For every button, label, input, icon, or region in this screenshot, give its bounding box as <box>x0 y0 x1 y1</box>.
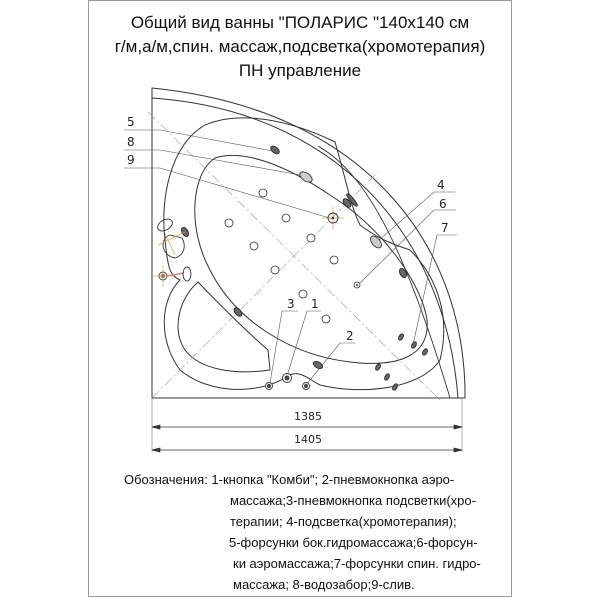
lighting-lamp <box>368 234 383 250</box>
legend-line-2: массажа;3-пневмокнопка подсветки(хро- <box>230 493 476 508</box>
legend-line-5: ки аэромассажа;7-форсунки спин. гидро- <box>233 556 481 571</box>
drain-9 <box>322 207 344 229</box>
title-line-3: ПН управление <box>238 61 362 80</box>
title-line-2: г/м,а/м,спин. массаж,подсветка(хромотерапия) <box>114 37 486 56</box>
side-hydro-jet <box>312 360 324 370</box>
legend-line-4: 5-форсунки бок.гидромассажа;6-форсун- <box>229 535 478 550</box>
back-hydro-jet <box>422 348 429 356</box>
lighting-lamp <box>298 170 314 185</box>
callout-9: 9 <box>127 153 135 167</box>
legend-line-1: Обозначения: 1-кнопка "Комби"; 2-пневмокнопка аэро- <box>124 472 455 487</box>
callout-8: 8 <box>127 135 135 149</box>
aero-jet <box>259 189 267 197</box>
callout-3: 3 <box>287 297 295 311</box>
callout-7: 7 <box>441 221 449 235</box>
title-line-1: Общий вид ванны "ПОЛАРИС "140х140 см <box>130 13 470 32</box>
aero-jet <box>307 234 315 242</box>
aero-jet <box>330 256 338 264</box>
aero-jet <box>271 266 279 274</box>
aero-jet <box>282 214 290 222</box>
back-hydro-jet <box>392 383 399 391</box>
side-hydro-jet <box>398 267 408 279</box>
back-hydro-jet <box>411 341 418 349</box>
tub-rim-line <box>152 98 458 398</box>
bowl-inner <box>195 155 427 363</box>
back-hydro-jet <box>384 373 391 381</box>
aero-jet <box>299 290 307 298</box>
bowl-outer <box>164 118 444 390</box>
legend-line-3: терапии; 4-подсветка(хромотерапия); <box>230 514 457 529</box>
aero-jet <box>225 219 233 227</box>
back-hydro-jet <box>375 363 382 371</box>
aero-jet <box>322 315 330 323</box>
callout-2: 2 <box>346 329 354 343</box>
dim-1405: 1405 <box>294 433 322 446</box>
callout-4: 4 <box>437 178 445 192</box>
callout-1: 1 <box>311 297 319 311</box>
legend-line-6: массажа; 8-водозабор;9-слив. <box>233 577 415 592</box>
callout-6: 6 <box>439 197 447 211</box>
callout-5: 5 <box>127 115 135 129</box>
back-hydro-jet <box>398 333 405 341</box>
side-hydro-jet <box>269 144 281 155</box>
aero-jet <box>250 242 258 250</box>
dim-1385: 1385 <box>294 410 322 423</box>
axis-diagonal-2 <box>152 172 378 398</box>
